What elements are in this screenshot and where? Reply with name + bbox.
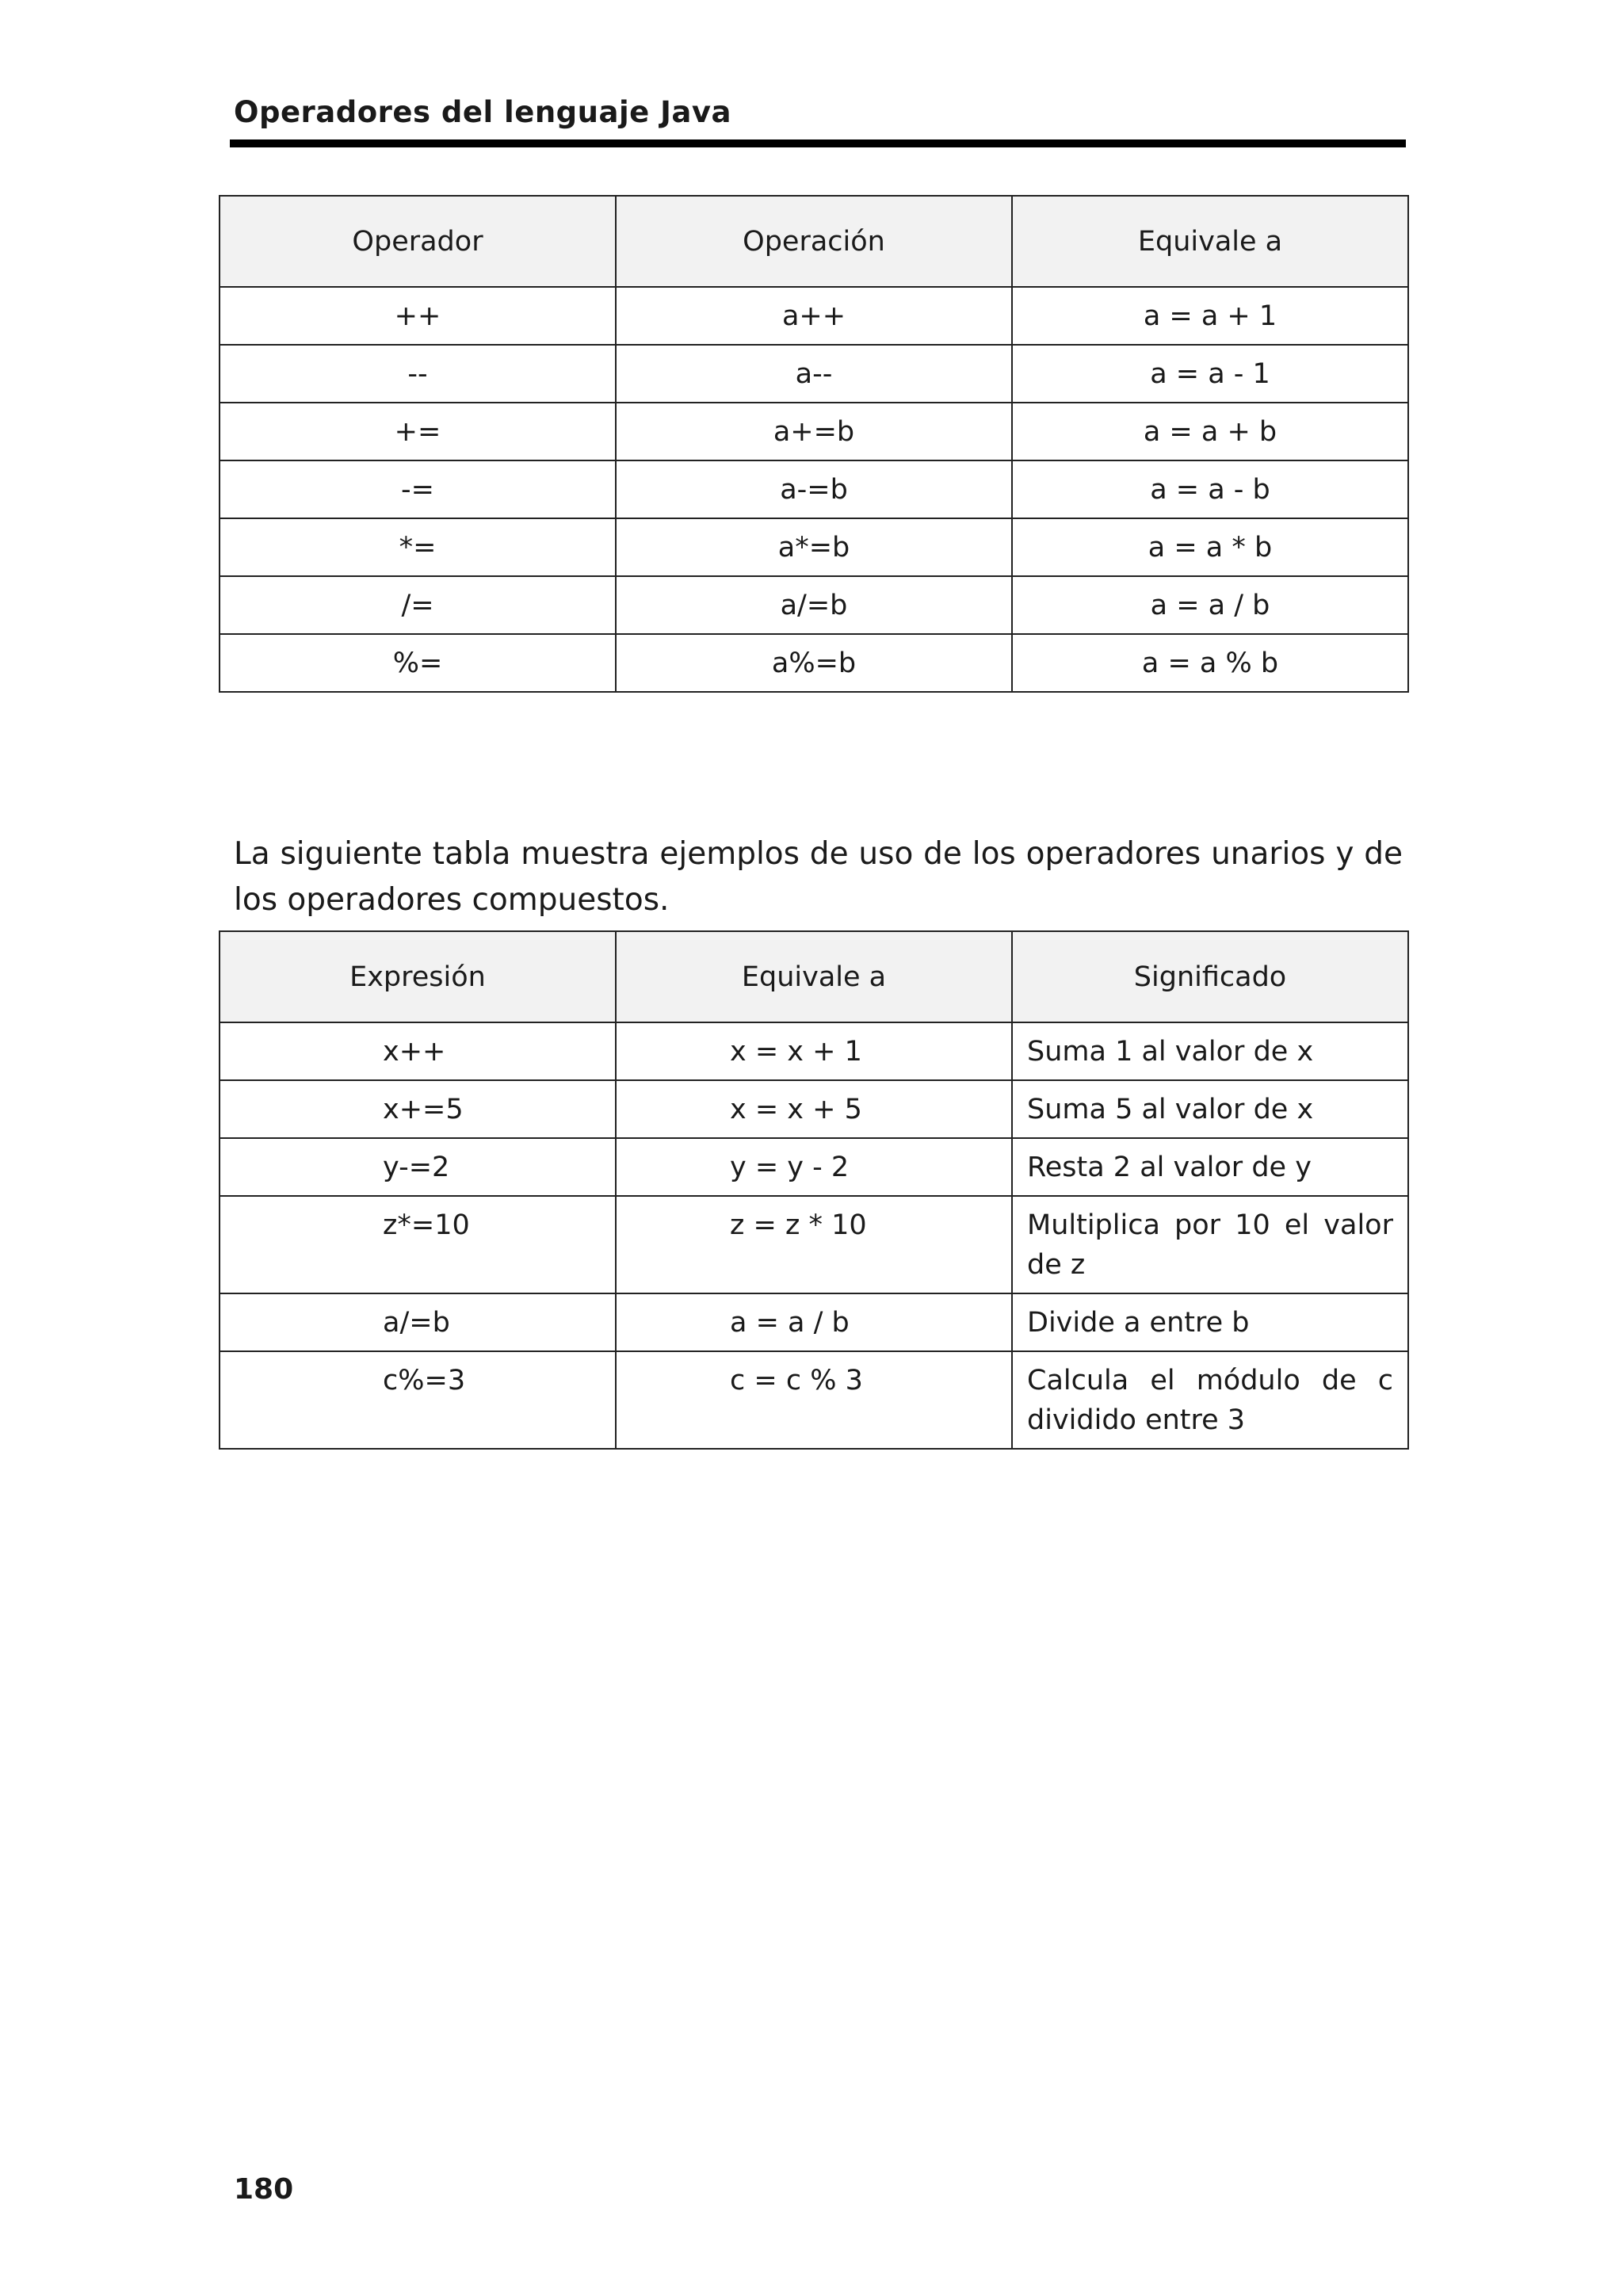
cell-operation: a-=b (616, 460, 1012, 518)
cell-operator: -= (220, 460, 616, 518)
cell-operator: %= (220, 634, 616, 692)
table-row (220, 634, 1408, 692)
table-row (220, 1022, 1408, 1080)
cell-equivalent: a = a * b (1012, 518, 1408, 576)
cell-expression: x+=5 (220, 1080, 616, 1138)
cell-meaning: Divide a entre b (1012, 1293, 1408, 1351)
cell-meaning: Calcula el módulo de c dividido entre 3 (1012, 1351, 1408, 1449)
table-row (220, 1080, 1408, 1138)
cell-equivalent: a = a - b (1012, 460, 1408, 518)
cell-operation: a-- (616, 345, 1012, 403)
column-header-equivale: Equivale a (616, 931, 1012, 1022)
cell-equivalent: a = a % b (1012, 634, 1408, 692)
table-row (220, 403, 1408, 460)
cell-operation: a+=b (616, 403, 1012, 460)
column-header-operador: Operador (220, 196, 616, 287)
header-rule (230, 139, 1406, 147)
column-header-operacion: Operación (616, 196, 1012, 287)
cell-expression: x++ (220, 1022, 616, 1080)
table-row (220, 1196, 1408, 1293)
table-header-row (220, 196, 1408, 287)
cell-meaning: Resta 2 al valor de y (1012, 1138, 1408, 1196)
operator-examples-table (219, 930, 1409, 1450)
cell-equivalent: a = a + 1 (1012, 287, 1408, 345)
cell-equivalent: a = a / b (1012, 576, 1408, 634)
cell-operator: -- (220, 345, 616, 403)
column-header-equivale: Equivale a (1012, 196, 1408, 287)
cell-expression: a/=b (220, 1293, 616, 1351)
cell-operation: a%=b (616, 634, 1012, 692)
cell-equivalent: a = a / b (616, 1293, 1012, 1351)
table-row (220, 460, 1408, 518)
table-row (220, 287, 1408, 345)
table-row (220, 576, 1408, 634)
cell-meaning: Suma 1 al valor de x (1012, 1022, 1408, 1080)
body-paragraph: La siguiente tabla muestra ejemplos de uso de los operadores unarios y de los operadores compuestos. (234, 836, 1403, 918)
cell-equivalent: z = z * 10 (616, 1196, 1012, 1293)
cell-equivalent: y = y - 2 (616, 1138, 1012, 1196)
cell-meaning: Multiplica por 10 el valor de z (1012, 1196, 1408, 1293)
cell-meaning: Suma 5 al valor de x (1012, 1080, 1408, 1138)
table-row (220, 518, 1408, 576)
running-header-title: Operadores del lenguaje Java (234, 95, 731, 129)
column-header-significado: Significado (1012, 931, 1408, 1022)
cell-operator: ++ (220, 287, 616, 345)
column-header-expresion: Expresión (220, 931, 616, 1022)
table-row (220, 1293, 1408, 1351)
table-row (220, 345, 1408, 403)
cell-equivalent: x = x + 1 (616, 1022, 1012, 1080)
cell-expression: y-=2 (220, 1138, 616, 1196)
cell-equivalent: c = c % 3 (616, 1351, 1012, 1449)
table-row (220, 1351, 1408, 1449)
cell-equivalent: x = x + 5 (616, 1080, 1012, 1138)
table-row (220, 1138, 1408, 1196)
cell-operation: a++ (616, 287, 1012, 345)
table-header-row (220, 931, 1408, 1022)
cell-expression: z*=10 (220, 1196, 616, 1293)
cell-expression: c%=3 (220, 1351, 616, 1449)
cell-operator: *= (220, 518, 616, 576)
page-number: 180 (234, 2173, 294, 2206)
cell-operator: /= (220, 576, 616, 634)
operators-equivalence-table (219, 195, 1409, 693)
cell-operation: a/=b (616, 576, 1012, 634)
cell-equivalent: a = a - 1 (1012, 345, 1408, 403)
cell-operation: a*=b (616, 518, 1012, 576)
cell-operator: += (220, 403, 616, 460)
cell-equivalent: a = a + b (1012, 403, 1408, 460)
